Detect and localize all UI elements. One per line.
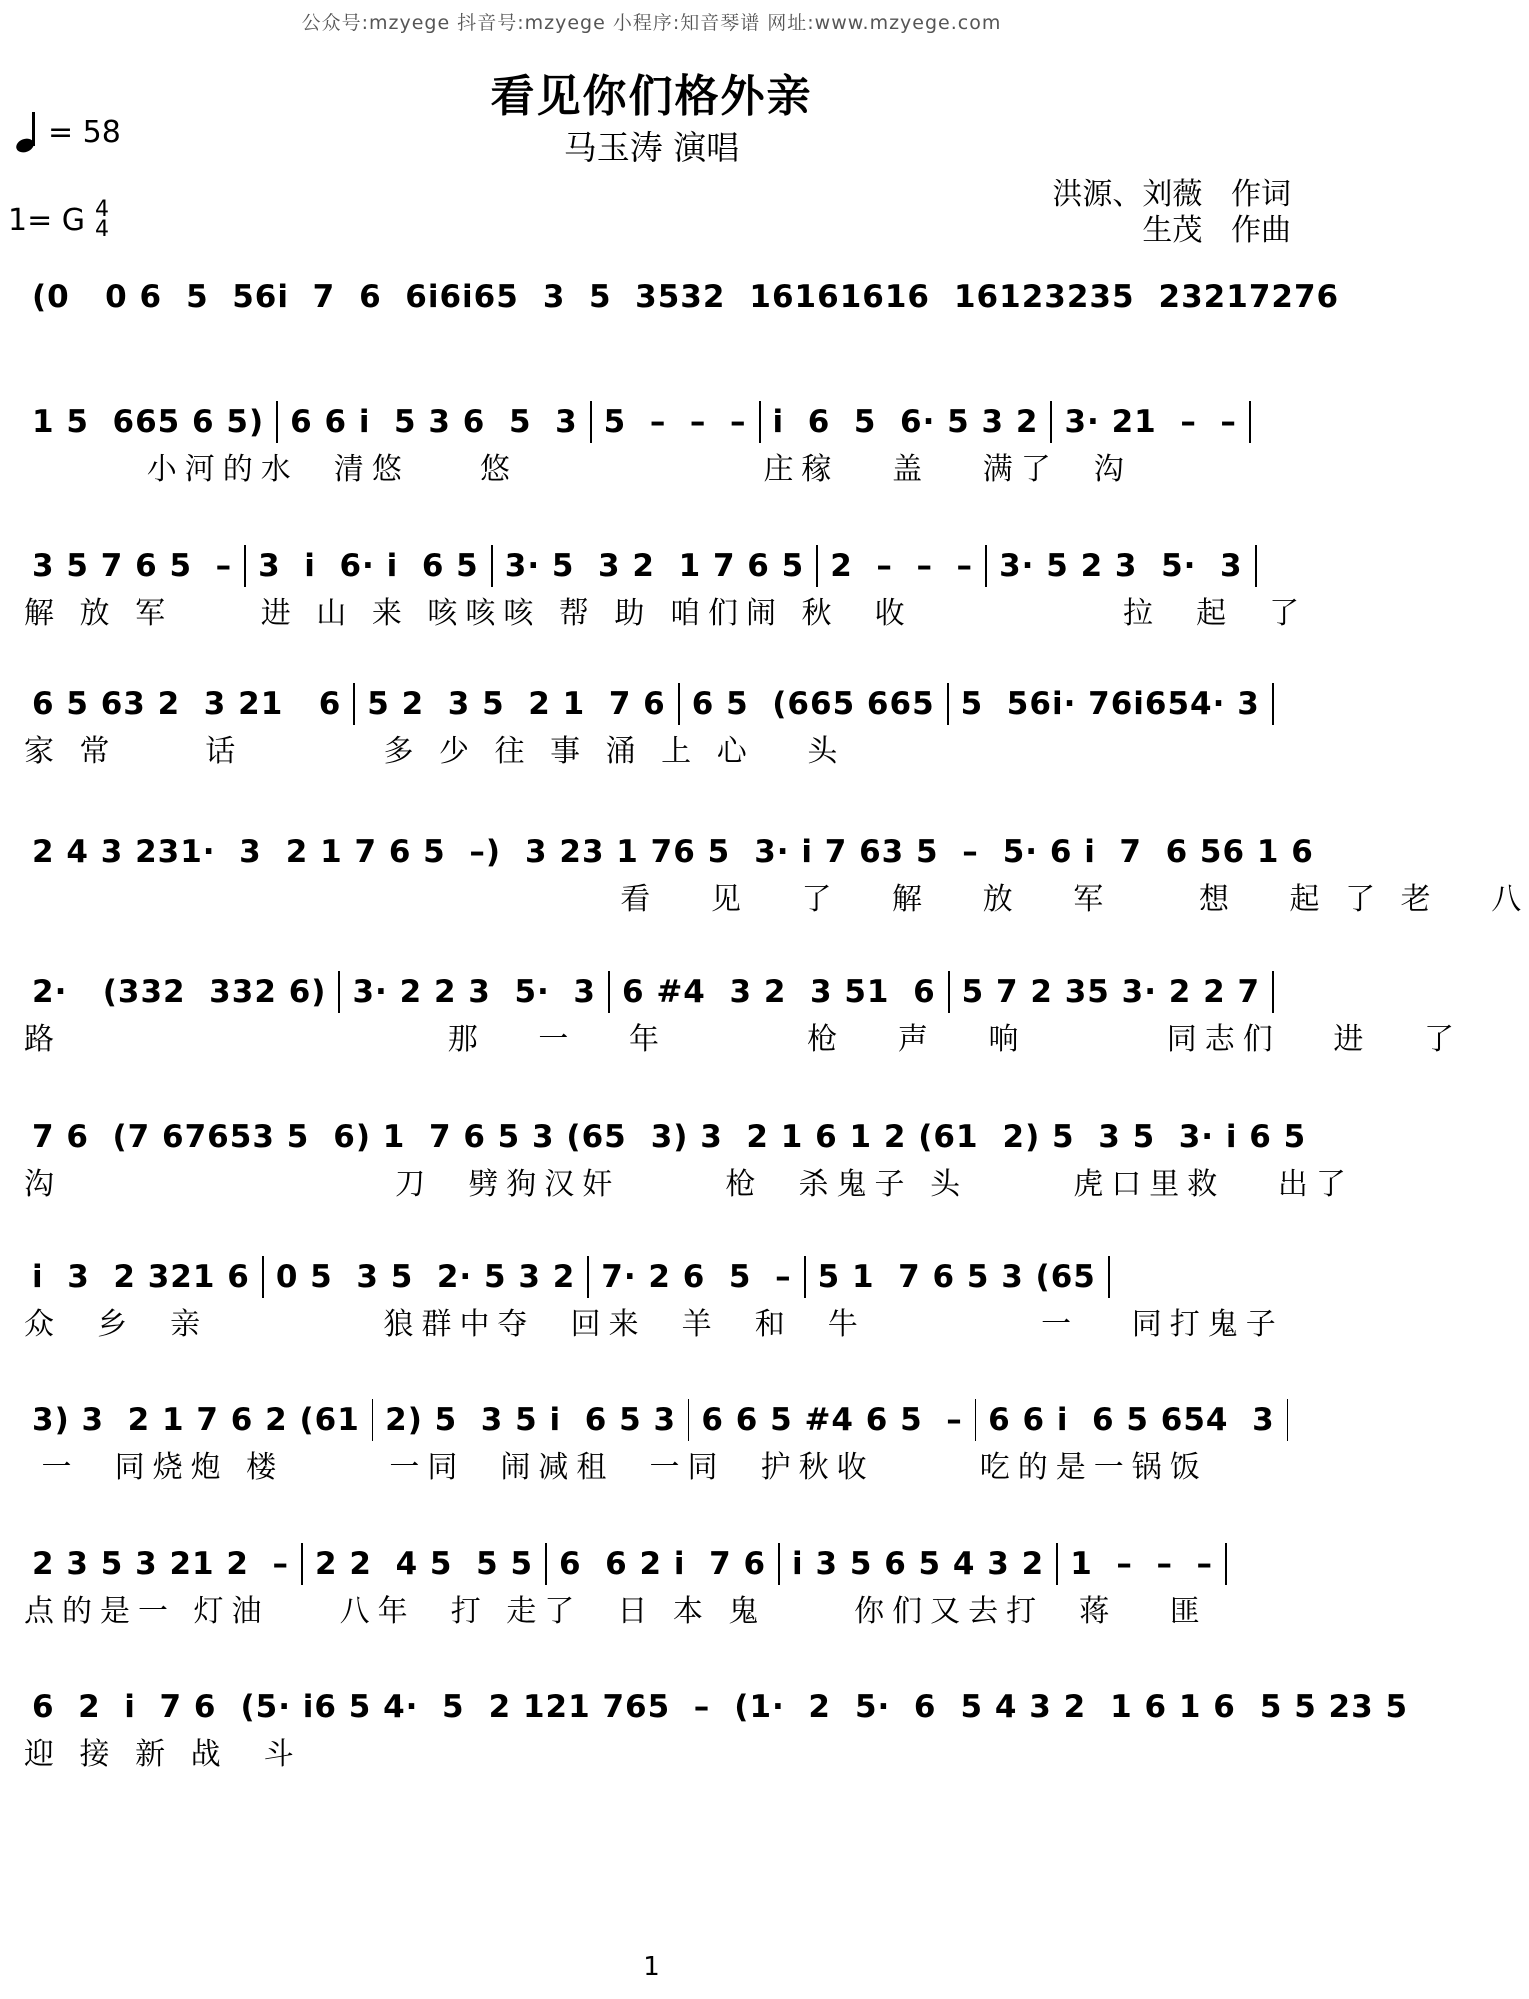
- measure: 6 #4 3 2 3 51 6: [621, 974, 936, 1010]
- time-signature: [95, 197, 110, 242]
- notation-line: [20, 1115, 1307, 1159]
- measure: 2 3 5 3 21 2 –: [32, 1546, 290, 1582]
- notation-line: [20, 1685, 1409, 1729]
- measure: 3· i 7 63 5 –: [754, 834, 979, 870]
- notation-line: [20, 682, 1288, 726]
- score-system: [20, 400, 1288, 488]
- lyrics-line: 迎 接 新 战 斗: [24, 1737, 302, 1772]
- bar-line: [1287, 1399, 1288, 1441]
- notation-line: [20, 544, 1288, 588]
- measure: 3 23 1 76 5: [525, 834, 731, 870]
- lyrics-line: [20, 319, 1288, 363]
- lyrics-line: 沟 刀 劈狗汉奸 枪 杀鬼子 头 虎口里救 出了: [24, 1167, 1354, 1202]
- notation-line: [20, 400, 1288, 444]
- measure: 3· 5 3 2 1 7 6 5: [504, 548, 805, 584]
- measure: 5 2 3 5 2 1 7 6: [367, 686, 666, 722]
- lyrics-line: 一 同烧炮 楼 一同 闹减租 一同 护秋收 吃的是一锅饭: [24, 1450, 1208, 1485]
- measure: 3· 5 2 3 5· 3: [999, 548, 1243, 584]
- page-number: 1: [643, 1952, 660, 1982]
- measure: 6) 1 7 6 5 3 (65: [333, 1119, 627, 1155]
- measure: 5· 6 i 7 6 56 1 6: [1002, 834, 1314, 870]
- time-signature-top: 4: [95, 197, 110, 222]
- score-system: [20, 1685, 1409, 1773]
- quarter-note-icon: [14, 112, 40, 152]
- watermark-header: 公众号:mzyege 抖音号:mzyege 小程序:知音琴谱 网址:www.mzyege.com: [301, 12, 1002, 34]
- measure: 1 5 665 6 5): [32, 404, 265, 440]
- lyrics-line: 小河的水 清悠 悠 庄稼 盖 满了 沟: [24, 452, 1132, 487]
- score-system: [20, 682, 1288, 770]
- measure: 6 6 5 #4 6 5 –: [701, 1402, 963, 1438]
- measure: (0 0 6: [32, 279, 163, 315]
- bar-line: [1108, 1256, 1110, 1298]
- measure: (5· i6 5 4· 5: [240, 1689, 465, 1725]
- bar-line: [1272, 971, 1274, 1013]
- measure: 2 4 3 231· 3: [32, 834, 262, 870]
- tempo-value: = 58: [48, 114, 121, 150]
- measure: 3 5 7 6 5 –: [32, 548, 233, 584]
- measure: 2 2 4 5 5 5: [315, 1546, 534, 1582]
- notation-line: [20, 970, 1288, 1014]
- notation-line: [20, 1542, 1288, 1586]
- measure: 5 7 2 35 3· 2 2 7: [961, 974, 1261, 1010]
- notation-line: [20, 830, 1314, 874]
- measure: 2 – – –: [830, 548, 974, 584]
- measure: 7 6 (7 67653 5: [32, 1119, 310, 1155]
- measure: 2) 5 3 5 i 6 5 3: [385, 1402, 677, 1438]
- measure: 16161616: [749, 279, 930, 315]
- measure: 1 6 1 6: [1110, 1689, 1236, 1725]
- measure: i 3 2 321 6: [32, 1259, 250, 1295]
- composer-credit: 生茂 作曲: [1142, 213, 1291, 248]
- measure: 16123235: [953, 279, 1135, 315]
- measure: 5 5 23 5: [1259, 1689, 1409, 1725]
- measure: 5 56i· 76i654· 3: [960, 686, 1260, 722]
- measure: 0 5 3 5 2· 5 3 2: [275, 1259, 576, 1295]
- measure: 2 1 7 6 5 –): [285, 834, 502, 870]
- key-signature: [8, 197, 110, 242]
- tempo-marking: [14, 112, 121, 152]
- lyrics-line: 解 放 军 进 山 来 咳咳咳 帮 助 咱们闹 秋 收 拉 起 了: [24, 596, 1308, 631]
- lyricist-credit: 洪源、刘薇 作词: [1052, 177, 1291, 212]
- measure: 3· 2 2 3 5· 3: [352, 974, 596, 1010]
- measure: 3) 3 2 1 6 1 2 (61: [650, 1119, 979, 1155]
- notation-line: [20, 1398, 1288, 1442]
- measure: 5 1 7 6 5 3 (65: [817, 1259, 1096, 1295]
- measure: 23217276: [1158, 279, 1340, 315]
- measure: 6 5 (665 665: [691, 686, 935, 722]
- singer-credit: 马玉涛 演唱: [563, 128, 740, 167]
- lyrics-line: 家 常 话 多 少 往 事 涌 上 心 头: [24, 734, 846, 769]
- measure: 6 2 i 7 6: [32, 1689, 217, 1725]
- lyrics-line: 点的是一 灯油 八年 打 走了 日 本 鬼 你们又去打 蒋 匪: [24, 1594, 1208, 1629]
- measure: 2· (332 332 6): [32, 974, 327, 1010]
- bar-line: [1225, 1543, 1227, 1585]
- measure: 6 6 2 i 7 6: [559, 1546, 767, 1582]
- measure: (1· 2: [734, 1689, 831, 1725]
- measure: i 3 5 6 5 4 3 2: [792, 1546, 1045, 1582]
- time-signature-bottom: 4: [95, 217, 110, 242]
- measure: 1 – – –: [1070, 1546, 1214, 1582]
- measure: 5 4 3 2: [960, 1689, 1087, 1725]
- measure: i 6 5 6· 5 3 2: [772, 404, 1039, 440]
- measure: 3) 3 2 1 7 6 2 (61: [32, 1402, 360, 1438]
- measure: 6 6 i 5 3 6 5 3: [290, 404, 578, 440]
- bar-line: [1255, 545, 1257, 587]
- score-system: [20, 970, 1463, 1058]
- score-system: [20, 830, 1529, 918]
- measure: 3 5 3532: [542, 279, 726, 315]
- measure: 6 6i6i65: [359, 279, 519, 315]
- measure: 2) 5 3 5 3· i 6 5: [1002, 1119, 1307, 1155]
- measure: 6 6 i 6 5 654 3: [988, 1402, 1275, 1438]
- measure: 2 121 765 –: [488, 1689, 711, 1725]
- score-system: [20, 1255, 1288, 1343]
- score-system: [20, 1542, 1288, 1630]
- score-system: [20, 275, 1340, 363]
- measure: 5 56i 7: [186, 279, 336, 315]
- lyrics-line: 路 那 一 年 枪 声 响 同志们 进 了: [24, 1022, 1463, 1057]
- measure: 3· 21 – –: [1064, 404, 1237, 440]
- score-system: [20, 1115, 1354, 1203]
- score-system: [20, 544, 1308, 632]
- measure: 7· 2 6 5 –: [601, 1259, 792, 1295]
- notation-line: [20, 1255, 1288, 1299]
- bar-line: [1249, 401, 1251, 443]
- song-title: 看见你们格外亲: [490, 71, 813, 122]
- credits: [1052, 177, 1291, 249]
- measure: 3 i 6· i 6 5: [258, 548, 479, 584]
- measure: 5 – – –: [603, 404, 747, 440]
- bar-line: [1272, 683, 1274, 725]
- score-system: [20, 1398, 1288, 1486]
- measure: 5· 6: [854, 1689, 937, 1725]
- notation-line: [20, 275, 1340, 319]
- key-label: 1= G: [8, 202, 86, 238]
- lyrics-line: 众 乡 亲 狼群中夺 回来 羊 和 牛 一 同打鬼子: [24, 1307, 1284, 1342]
- lyrics-line: 看 见 了 解 放 军 想 起 了 老 八: [24, 882, 1529, 917]
- measure: 6 5 63 2 3 21 6: [32, 686, 342, 722]
